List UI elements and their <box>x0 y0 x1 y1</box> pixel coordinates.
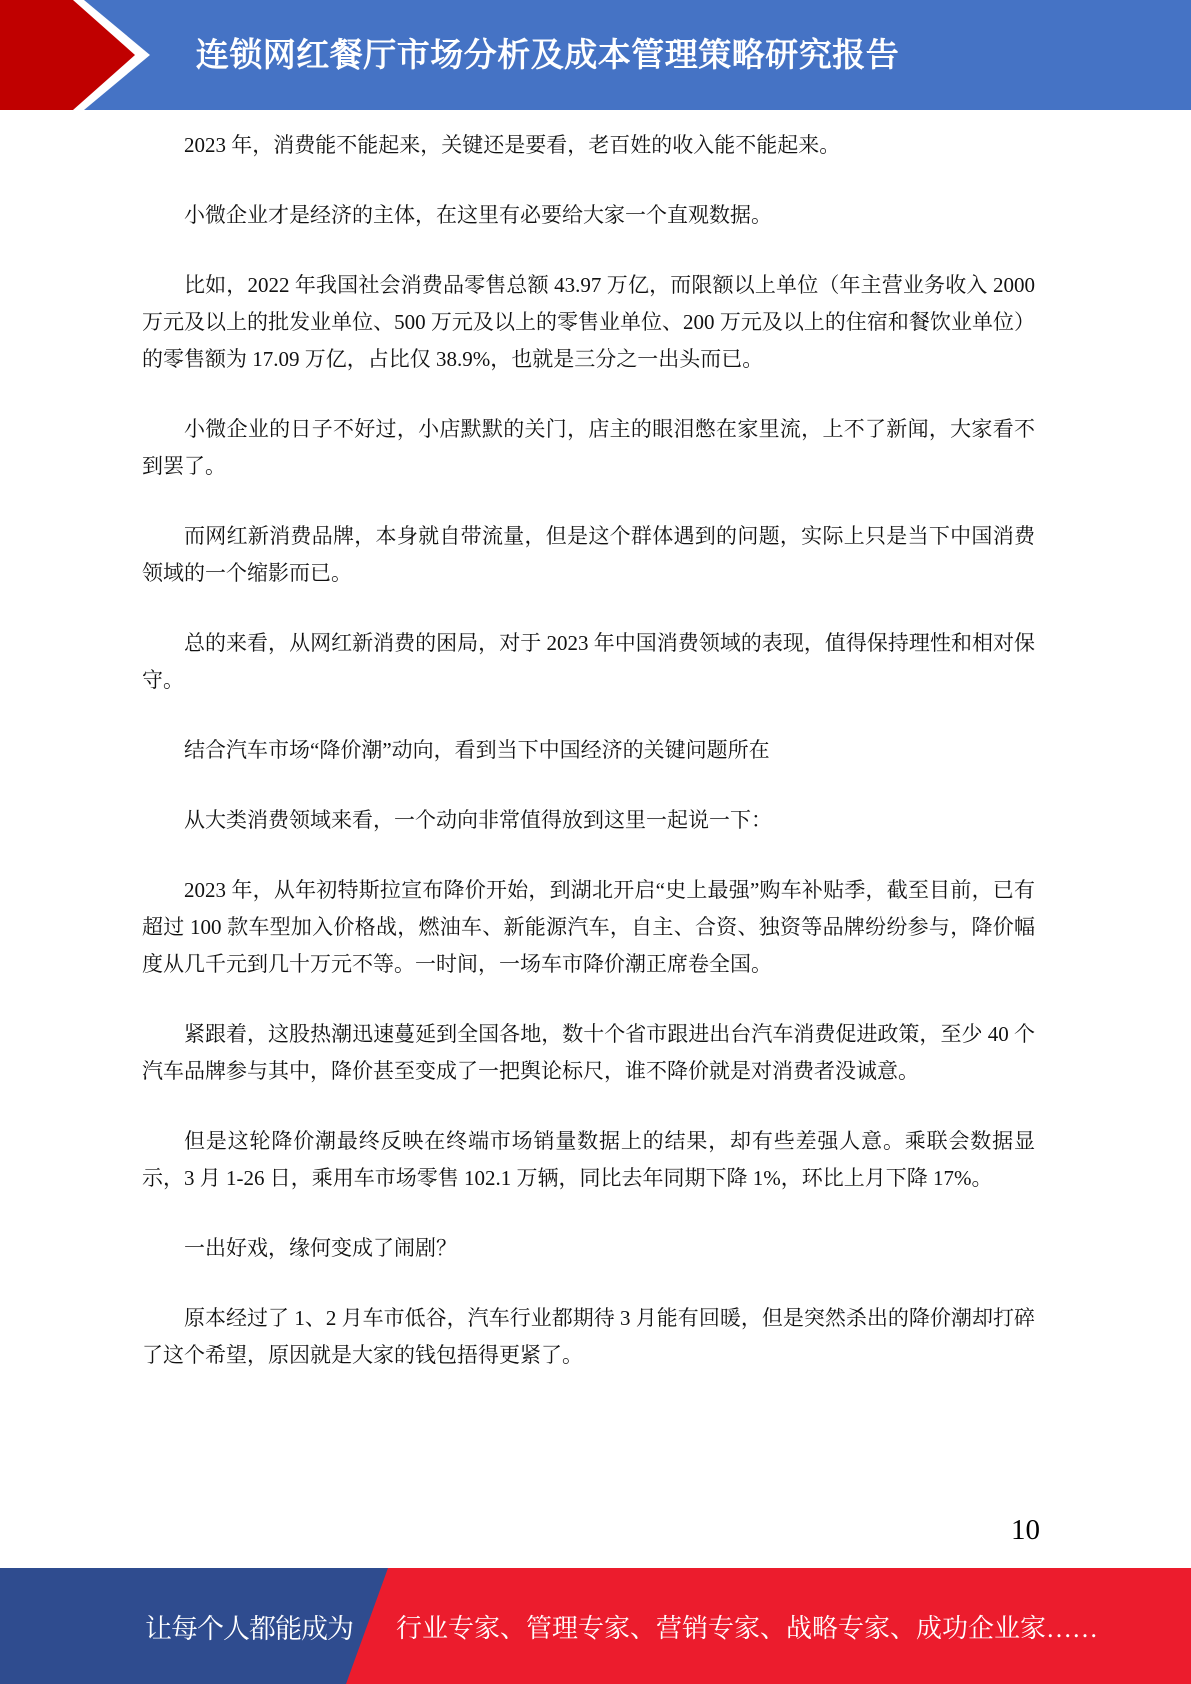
body-paragraph: 2023 年，消费能不能起来，关键还是要看，老百姓的收入能不能起来。 <box>184 133 841 157</box>
footer-slogan-left: 让每个人都能成为 <box>145 1613 353 1644</box>
body-paragraph: 2023 年，从年初特斯拉宣布降价开始，到湖北开启“史上最强”购车补贴季，截至目前，已有超过 100 款车型加入价格战，燃油车、新能源汽车，自主、合资、独资等品牌纷纷参与，降价幅度从几千元到几十万元不等。一时间，一场车市降价潮正席卷全国。 <box>142 878 1035 976</box>
body-paragraph: 比如，2022 年我国社会消费品零售总额 43.97 万亿，而限额以上单位（年主营业务收入 2000 万元及以上的批发业单位、500 万元及以上的零售业单位、200 万元及以上的住宿和餐饮业单位）的零售额为 17.09 万亿，占比仅 38.9%，也就是三分之一出头而已。 <box>142 273 1035 371</box>
body-paragraph: 结合汽车市场“降价潮”动向，看到当下中国经济的关键问题所在 <box>184 738 770 762</box>
footer-slogan-right: 行业专家、管理专家、营销专家、战略专家、成功企业家…… <box>396 1613 1099 1643</box>
body-paragraph: 小微企业才是经济的主体，在这里有必要给大家一个直观数据。 <box>184 203 772 227</box>
document-body <box>142 110 1035 1407</box>
footer-banner <box>0 1568 1191 1684</box>
body-paragraph: 总的来看，从网红新消费的困局，对于 2023 年中国消费领域的表现，值得保持理性和相对保守。 <box>142 631 1035 692</box>
body-paragraph: 紧跟着，这股热潮迅速蔓延到全国各地，数十个省市跟进出台汽车消费促进政策，至少 40 个汽车品牌参与其中，降价甚至变成了一把舆论标尺，谁不降价就是对消费者没诚意。 <box>142 1022 1035 1083</box>
body-paragraph: 从大类消费领域来看，一个动向非常值得放到这里一起说一下： <box>184 808 772 832</box>
body-paragraph: 而网红新消费品牌，本身就自带流量，但是这个群体遇到的问题，实际上只是当下中国消费领域的一个缩影而已。 <box>142 524 1035 585</box>
body-paragraph: 原本经过了 1、2 月车市低谷，汽车行业都期待 3 月能有回暖，但是突然杀出的降价潮却打碎了这个希望，原因就是大家的钱包捂得更紧了。 <box>142 1306 1035 1367</box>
report-title: 连锁网红餐厅市场分析及成本管理策略研究报告 <box>195 36 900 73</box>
report-header-banner <box>0 0 1191 110</box>
body-paragraph: 但是这轮降价潮最终反映在终端市场销量数据上的结果，却有些差强人意。乘联会数据显示，3 月 1-26 日，乘用车市场零售 102.1 万辆，同比去年同期下降 1%，环比上月下降 17%。 <box>142 1129 1035 1190</box>
page-number: 10 <box>1011 1514 1040 1546</box>
body-paragraph: 小微企业的日子不好过，小店默默的关门，店主的眼泪憋在家里流，上不了新闻，大家看不到罢了。 <box>142 417 1035 478</box>
body-paragraph: 一出好戏，缘何变成了闹剧？ <box>184 1236 457 1260</box>
